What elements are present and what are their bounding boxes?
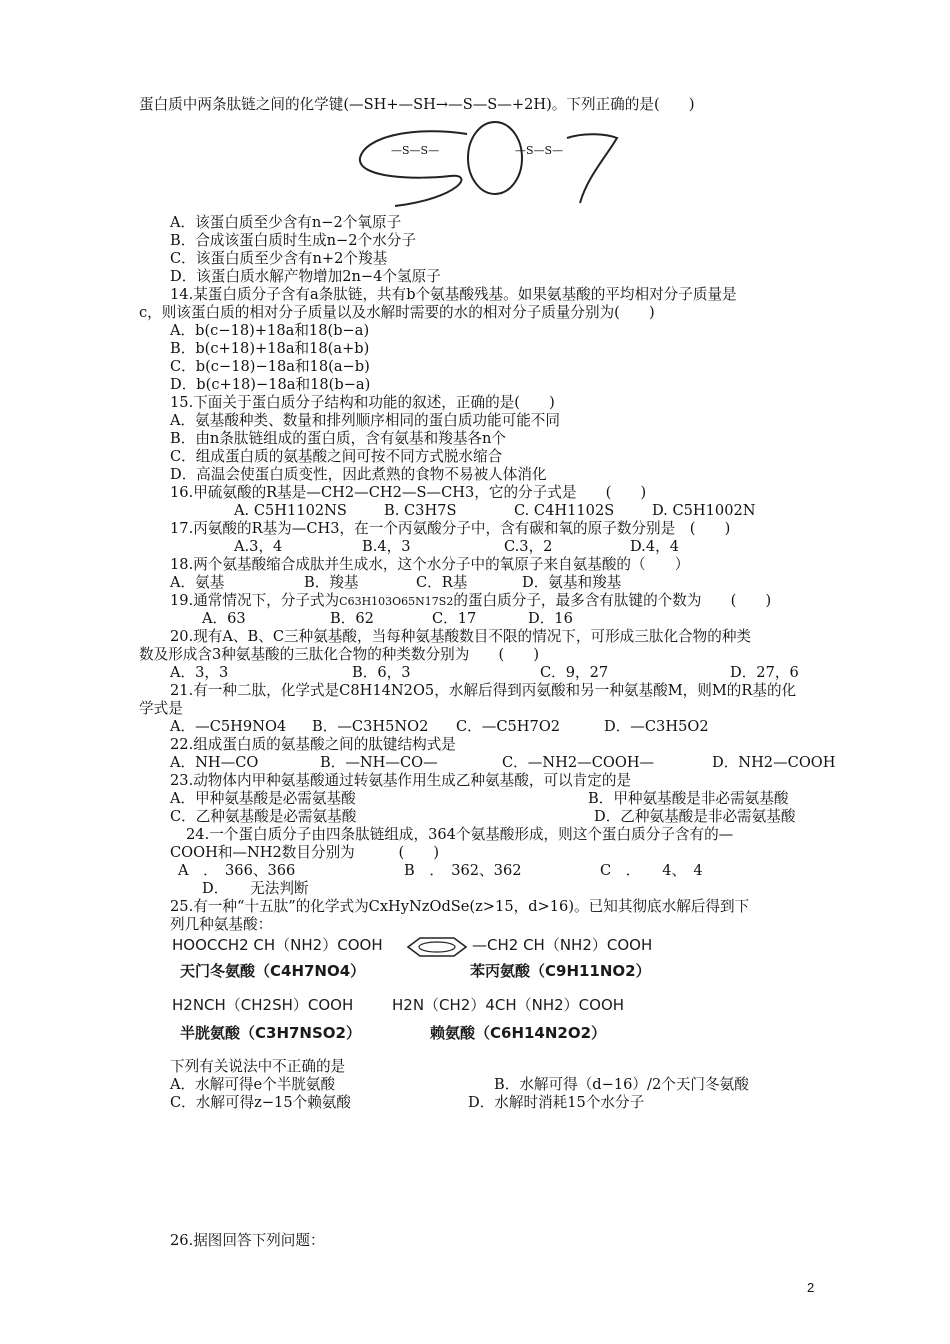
q26-stem: 26.据图回答下列问题： bbox=[170, 1232, 325, 1249]
q16-option-c: C. C4H1102S bbox=[514, 502, 615, 519]
q21-option-d: D．—C3H5O2 bbox=[604, 718, 709, 735]
q21-option-c: C．—C5H7O2 bbox=[456, 718, 561, 735]
lysine-formula: H2N（CH2）4CH（NH2）COOH bbox=[392, 996, 625, 1014]
disulfide-bridge-figure bbox=[355, 118, 620, 208]
q23-option-b: B．甲种氨基酸是非必需氨基酸 bbox=[588, 790, 789, 807]
q25-option-b: B．水解可得（d−16）/2个天门冬氨酸 bbox=[494, 1076, 749, 1093]
phenylalanine-formula: —CH2 CH（NH2）COOH bbox=[472, 936, 653, 954]
q19-option-c: C．17 bbox=[432, 610, 477, 627]
q15-option-c: C．组成蛋白质的氨基酸之间可按不同方式脱水缩合 bbox=[170, 448, 503, 465]
q15-stem: 15.下面关于蛋白质分子结构和功能的叙述，正确的是( ) bbox=[170, 394, 555, 411]
q15-option-d: D．高温会使蛋白质变性，因此煮熟的食物不易被人体消化 bbox=[170, 466, 547, 483]
aspartic-acid-name: 天门冬氨酸（C4H7NO4） bbox=[180, 962, 366, 980]
q24-option-c: C ． 4、 4 bbox=[600, 862, 703, 879]
q18-option-d: D．氨基和羧基 bbox=[522, 574, 622, 591]
q13-option-b: B．合成该蛋白质时生成n−2个水分子 bbox=[170, 232, 416, 249]
q21-option-a: A．—C5H9NO4 bbox=[170, 718, 287, 735]
q13-stem: 蛋白质中两条肽链之间的化学键(—SH+—SH→—S—S—+2H)。下列正确的是( ) bbox=[139, 96, 695, 113]
q19-option-a: A．63 bbox=[202, 610, 246, 627]
q22-option-a: A．NH—CO bbox=[170, 754, 259, 771]
q25-option-c: C．水解可得z−15个赖氨酸 bbox=[170, 1094, 351, 1111]
q18-stem: 18.两个氨基酸缩合成肽并生成水，这个水分子中的氧原子来自氨基酸的（ ） bbox=[170, 556, 690, 573]
q20-option-c: C．9，27 bbox=[540, 664, 609, 681]
cysteine-name: 半胱氨酸（C3H7NSO2） bbox=[180, 1024, 361, 1042]
q17-option-a: A.3，4 bbox=[234, 538, 283, 555]
q19-option-b: B．62 bbox=[330, 610, 374, 627]
q20-line2: 数及形成含3种氨基酸的三肽化合物的种类数分别为 ( ) bbox=[139, 646, 540, 663]
q14-option-b: B．b(c+18)+18a和18(a+b) bbox=[170, 340, 370, 357]
phenylalanine-name: 苯丙氨酸（C9H11NO2） bbox=[470, 962, 651, 980]
q23-option-d: D．乙种氨基酸是非必需氨基酸 bbox=[594, 808, 796, 825]
q17-option-b: B.4，3 bbox=[362, 538, 411, 555]
q21-option-b: B．—C3H5NO2 bbox=[312, 718, 429, 735]
q22-option-c: C．—NH2—COOH— bbox=[502, 754, 655, 771]
q15-option-b: B．由n条肽链组成的蛋白质，含有氨基和羧基各n个 bbox=[170, 430, 506, 447]
q16-stem: 16.甲硫氨酸的R基是—CH2—CH2—S—CH3，它的分子式是 ( ) bbox=[170, 484, 647, 501]
q17-stem: 17.丙氨酸的R基为—CH3，在一个丙氨酸分子中，含有碳和氧的原子数分别是 ( ) bbox=[170, 520, 731, 537]
q15-option-a: A．氨基酸种类、数量和排列顺序相同的蛋白质功能可能不同 bbox=[170, 412, 560, 429]
page-number: 2 bbox=[807, 1280, 815, 1295]
q20-option-a: A．3，3 bbox=[170, 664, 229, 681]
q25-options-row2 bbox=[0, 1094, 645, 1166]
q21-line2: 学式是 bbox=[139, 700, 183, 717]
q22-stem: 22.组成蛋白质的氨基酸之间的肽键结构式是 bbox=[170, 736, 456, 753]
q19-option-d: D．16 bbox=[528, 610, 573, 627]
q19-stem-suffix: 的蛋白质分子，最多含有肽键的个数为 ( ) bbox=[453, 592, 772, 609]
benzene-ring-icon bbox=[402, 936, 472, 958]
q16-option-d: D. C5H1002N bbox=[652, 502, 756, 519]
q16-option-b: B. C3H7S bbox=[384, 502, 457, 519]
q25-option-a: A．水解可得e个半胱氨酸 bbox=[170, 1076, 336, 1093]
q14-line1: 14.某蛋白质分子含有a条肽链，共有b个氨基酸残基。如果氨基酸的平均相对分子质量是 bbox=[170, 286, 737, 303]
q17-option-d: D.4，4 bbox=[630, 538, 679, 555]
q24-option-b: B ． 362、362 bbox=[404, 862, 522, 879]
q24-option-d: D． 无法判断 bbox=[202, 880, 309, 897]
q19-formula: C63H103O65N17S2 bbox=[339, 595, 454, 608]
q18-option-a: A．氨基 bbox=[170, 574, 225, 591]
q22-option-d: D．NH2—COOH bbox=[712, 754, 836, 771]
bridge-label-left: —S—S— bbox=[391, 144, 440, 157]
q21-line1: 21.有一种二肽，化学式是C8H14N2O5，水解后得到丙氨酸和另一种氨基酸M，则M的R基的化 bbox=[170, 682, 797, 699]
q18-option-c: C．R基 bbox=[416, 574, 468, 591]
cysteine-formula: H2NCH（CH2SH）COOH bbox=[172, 996, 354, 1014]
q24-line2: COOH和—NH2数目分别为 ( ) bbox=[170, 844, 440, 861]
q17-option-c: C.3，2 bbox=[504, 538, 553, 555]
q19-stem-prefix: 19.通常情况下，分子式为 bbox=[170, 592, 340, 609]
q16-option-a: A. C5H1102NS bbox=[234, 502, 347, 519]
q18-option-b: B．羧基 bbox=[304, 574, 359, 591]
q14-option-a: A．b(c−18)+18a和18(b−a) bbox=[170, 322, 370, 339]
q20-line1: 20.现有A、B、C三种氨基酸，当每种氨基酸数目不限的情况下，可形成三肽化合物的种类 bbox=[170, 628, 752, 645]
q23-option-c: C．乙种氨基酸是必需氨基酸 bbox=[170, 808, 357, 825]
q24-line1: 24.一个蛋白质分子由四条肽链组成，364个氨基酸形成，则这个蛋白质分子含有的— bbox=[186, 826, 734, 843]
q23-stem: 23.动物体内甲种氨基酸通过转氨基作用生成乙种氨基酸，可以肯定的是 bbox=[170, 772, 632, 789]
q24-option-a: A ． 366、366 bbox=[178, 862, 296, 879]
q25-line1: 25.有一种“十五肽”的化学式为CxHyNzOdSe(z>15，d>16)。已知其彻底水解后得到下 bbox=[170, 898, 750, 915]
q14-option-c: C．b(c−18)−18a和18(a−b) bbox=[170, 358, 370, 375]
q25-question: 下列有关说法中不正确的是 bbox=[170, 1058, 346, 1075]
q19-stem bbox=[170, 592, 771, 611]
q13-option-d: D．该蛋白质水解产物增加2n−4个氢原子 bbox=[170, 268, 441, 285]
bridge-label-right: —S—S— bbox=[515, 144, 564, 157]
q13-option-a: A．该蛋白质至少含有n−2个氧原子 bbox=[170, 214, 402, 231]
q14-option-d: D．b(c+18)−18a和18(b−a) bbox=[170, 376, 371, 393]
q20-option-b: B．6，3 bbox=[352, 664, 411, 681]
q22-option-b: B．—NH—CO— bbox=[320, 754, 438, 771]
q14-line2: c，则该蛋白质的相对分子质量以及水解时需要的水的相对分子质量分别为( ) bbox=[139, 304, 655, 321]
aspartic-acid-formula: HOOCCH2 CH（NH2）COOH bbox=[172, 936, 383, 954]
q25-line2: 列几种氨基酸： bbox=[170, 916, 273, 933]
lysine-name: 赖氨酸（C6H14N2O2） bbox=[430, 1024, 607, 1042]
q13-option-c: C．该蛋白质至少含有n+2个羧基 bbox=[170, 250, 388, 267]
q20-option-d: D．27，6 bbox=[730, 664, 799, 681]
q23-option-a: A．甲种氨基酸是必需氨基酸 bbox=[170, 790, 356, 807]
q25-option-d: D．水解时消耗15个水分子 bbox=[468, 1094, 645, 1111]
